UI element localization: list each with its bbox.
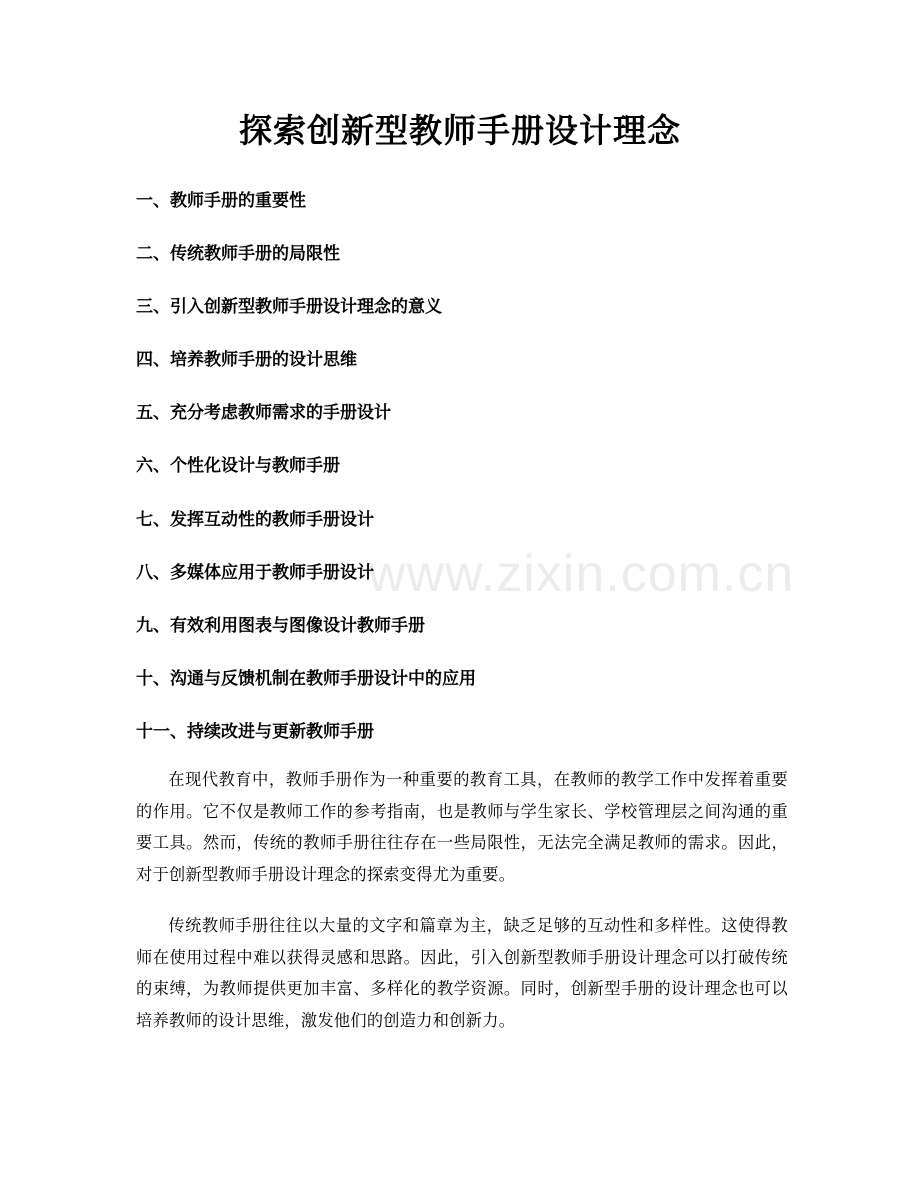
toc-item-7: 七、发挥互动性的教师手册设计 (136, 509, 374, 530)
toc-item-6: 六、个性化设计与教师手册 (136, 456, 340, 477)
toc-item-3: 三、引入创新型教师手册设计理念的意义 (136, 297, 442, 318)
document-title: 探索创新型教师手册设计理念 (239, 111, 681, 150)
toc-item-4: 四、培养教师手册的设计思维 (136, 350, 357, 371)
toc-item-11: 十一、持续改进与更新教师手册 (136, 721, 374, 742)
watermark: www.zixin.com.cn (368, 545, 795, 603)
toc-item-1: 一、教师手册的重要性 (136, 191, 306, 211)
toc-item-5: 五、充分考虑教师需求的手册设计 (136, 403, 391, 424)
toc-item-2: 二、传统教师手册的局限性 (136, 244, 340, 265)
toc-item-9: 九、有效利用图表与图像设计教师手册 (136, 615, 425, 636)
paragraph-1: 在现代教育中，教师手册作为一种重要的教育工具，在教师的教学工作中发挥着重要的作用。它不仅是教师工作的参考指南，也是教师与学生家长、学校管理层之间沟通的重要工具。然而，传统的教师手册往往存在一些局限性，无法完全满足教师的需求。因此，对于创新型教师手册设计理念的探索变得尤为重要。 (136, 770, 788, 884)
table-of-contents (136, 186, 796, 770)
toc-item-10: 十、沟通与反馈机制在教师手册设计中的应用 (136, 668, 476, 689)
paragraph-2: 传统教师手册往往以大量的文字和篇章为主，缺乏足够的互动性和多样性。这使得教师在使用过程中难以获得灵感和思路。因此，引入创新型教师手册设计理念可以打破传统的束缚，为教师提供更加丰富、多样化的教学资源。同时，创新型手册的设计理念也可以培养教师的设计思维，激发他们的创造力和创新力。 (136, 916, 788, 1030)
toc-item-8: 八、多媒体应用于教师手册设计 (136, 562, 374, 583)
body-text (136, 764, 788, 1056)
